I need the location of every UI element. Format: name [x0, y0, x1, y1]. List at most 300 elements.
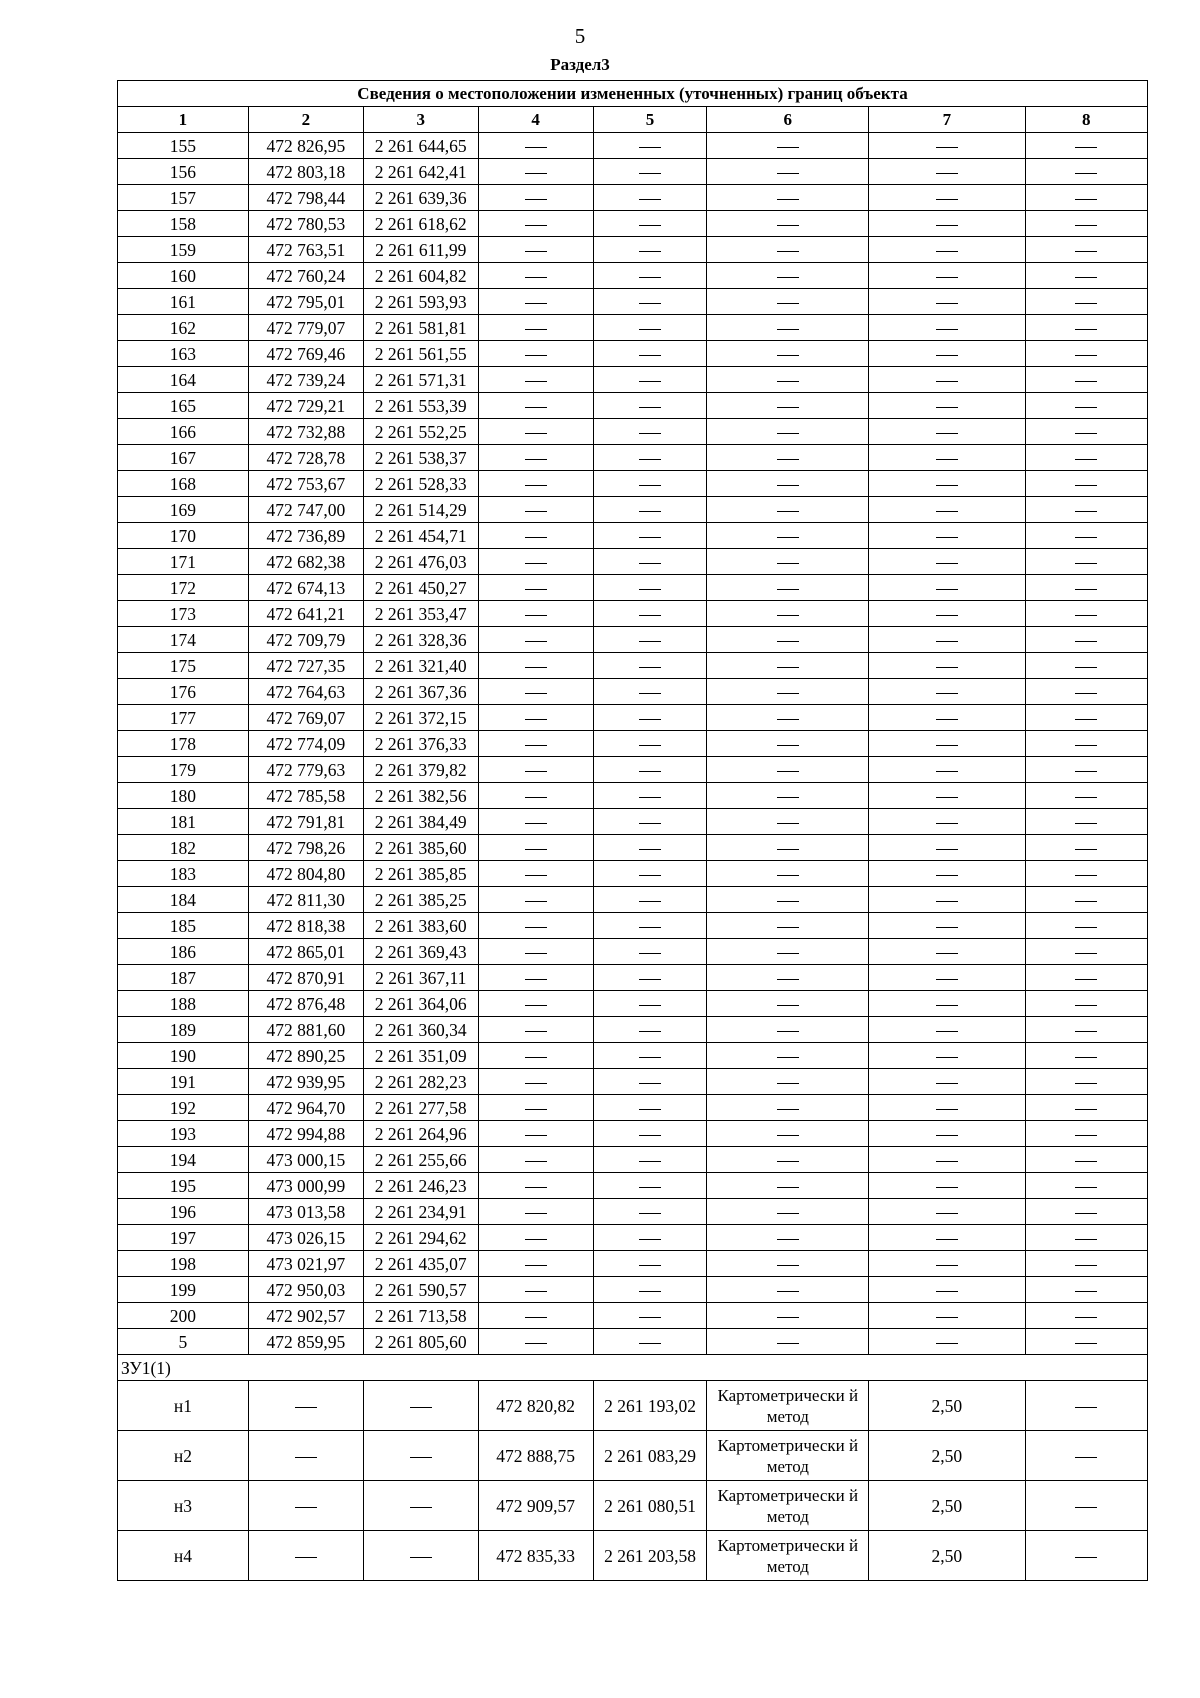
coordinate-y: 2 261 379,82: [363, 757, 478, 783]
point-number: 157: [118, 185, 249, 211]
dash-mark: [777, 303, 799, 304]
empty-cell: [1025, 471, 1147, 497]
dash-mark: [639, 1187, 661, 1188]
table-caption: Сведения о местоположении измененных (уточненных) границ объекта: [118, 81, 1148, 107]
table-row: [118, 497, 1148, 523]
dash-mark: [639, 537, 661, 538]
coordinate-x: 472 763,51: [248, 237, 363, 263]
point-number: 183: [118, 861, 249, 887]
dash-mark: [525, 1135, 547, 1136]
dash-mark: [525, 719, 547, 720]
empty-cell: [248, 1531, 363, 1581]
dash-mark: [410, 1407, 432, 1408]
table-row: [118, 185, 1148, 211]
coordinate-x: 472 890,25: [248, 1043, 363, 1069]
dash-mark: [639, 1005, 661, 1006]
dash-mark: [295, 1557, 317, 1558]
dash-mark: [936, 927, 958, 928]
coordinate-x: 472 859,95: [248, 1329, 363, 1355]
method: Картометрически й метод: [707, 1531, 869, 1581]
page-number: 5: [574, 24, 586, 48]
empty-cell: [593, 367, 707, 393]
coordinate-x: 473 021,97: [248, 1251, 363, 1277]
empty-cell: [478, 1095, 593, 1121]
dash-mark: [777, 771, 799, 772]
dash-mark: [936, 1213, 958, 1214]
coordinate-x: 472 641,21: [248, 601, 363, 627]
empty-cell: [1025, 1147, 1147, 1173]
dash-mark: [777, 1317, 799, 1318]
dash-mark: [410, 1557, 432, 1558]
coordinate-x: 472 674,13: [248, 575, 363, 601]
dash-mark: [936, 303, 958, 304]
empty-cell: [1025, 419, 1147, 445]
coordinate-x: 472 764,63: [248, 679, 363, 705]
empty-cell: [1025, 1531, 1147, 1581]
empty-cell: [593, 549, 707, 575]
dash-mark: [936, 1187, 958, 1188]
new-coordinate-y: 2 261 193,02: [593, 1381, 707, 1431]
dash-mark: [936, 511, 958, 512]
dash-mark: [1075, 745, 1097, 746]
dash-mark: [1075, 1213, 1097, 1214]
empty-cell: [707, 1017, 869, 1043]
dash-mark: [936, 1057, 958, 1058]
empty-cell: [478, 419, 593, 445]
new-coordinate-x: 472 888,75: [478, 1431, 593, 1481]
column-number: 4: [478, 107, 593, 133]
empty-cell: [707, 445, 869, 471]
new-coordinate-y: 2 261 083,29: [593, 1431, 707, 1481]
empty-cell: [478, 185, 593, 211]
empty-cell: [869, 523, 1025, 549]
dash-mark: [777, 1135, 799, 1136]
empty-cell: [593, 1277, 707, 1303]
table-row: [118, 913, 1148, 939]
empty-cell: [1025, 679, 1147, 705]
dash-mark: [1075, 459, 1097, 460]
point-number: 196: [118, 1199, 249, 1225]
dash-mark: [777, 875, 799, 876]
empty-cell: [869, 1147, 1025, 1173]
empty-cell: [1025, 367, 1147, 393]
empty-cell: [1025, 991, 1147, 1017]
empty-cell: [1025, 1069, 1147, 1095]
dash-mark: [1075, 1005, 1097, 1006]
dash-mark: [777, 641, 799, 642]
coordinate-y: 2 261 805,60: [363, 1329, 478, 1355]
point-number: 156: [118, 159, 249, 185]
table-row: [118, 341, 1148, 367]
empty-cell: [593, 913, 707, 939]
dash-mark: [777, 823, 799, 824]
empty-cell: [478, 939, 593, 965]
dash-mark: [639, 563, 661, 564]
coordinate-x: 472 798,26: [248, 835, 363, 861]
empty-cell: [478, 1069, 593, 1095]
point-number: 170: [118, 523, 249, 549]
dash-mark: [1075, 1407, 1097, 1408]
empty-cell: [869, 627, 1025, 653]
coordinate-y: 2 261 593,93: [363, 289, 478, 315]
dash-mark: [777, 277, 799, 278]
empty-cell: [363, 1381, 478, 1431]
empty-cell: [478, 1017, 593, 1043]
dash-mark: [525, 1031, 547, 1032]
dash-mark: [525, 225, 547, 226]
point-number: 174: [118, 627, 249, 653]
empty-cell: [869, 263, 1025, 289]
empty-cell: [478, 341, 593, 367]
coordinate-y: 2 261 384,49: [363, 809, 478, 835]
table-row: [118, 939, 1148, 965]
dash-mark: [1075, 303, 1097, 304]
point-number: 165: [118, 393, 249, 419]
table-row: [118, 289, 1148, 315]
point-number: 177: [118, 705, 249, 731]
empty-cell: [707, 887, 869, 913]
dash-mark: [936, 381, 958, 382]
new-coordinate-y: 2 261 080,51: [593, 1481, 707, 1531]
empty-cell: [248, 1431, 363, 1481]
dash-mark: [1075, 563, 1097, 564]
dash-mark: [639, 771, 661, 772]
coordinate-y: 2 261 713,58: [363, 1303, 478, 1329]
empty-cell: [869, 159, 1025, 185]
dash-mark: [639, 147, 661, 148]
table-row: [118, 757, 1148, 783]
coordinate-x: 472 779,07: [248, 315, 363, 341]
dash-mark: [639, 459, 661, 460]
dash-mark: [639, 1109, 661, 1110]
table-row: [118, 705, 1148, 731]
empty-cell: [707, 965, 869, 991]
dash-mark: [777, 147, 799, 148]
empty-cell: [593, 1095, 707, 1121]
dash-mark: [936, 875, 958, 876]
empty-cell: [869, 315, 1025, 341]
dash-mark: [936, 1343, 958, 1344]
point-number: 161: [118, 289, 249, 315]
dash-mark: [936, 1161, 958, 1162]
empty-cell: [1025, 1329, 1147, 1355]
empty-cell: [593, 1329, 707, 1355]
empty-cell: [869, 1121, 1025, 1147]
empty-cell: [707, 237, 869, 263]
table-row: [118, 315, 1148, 341]
empty-cell: [593, 731, 707, 757]
table-row: [118, 419, 1148, 445]
coordinate-x: 472 728,78: [248, 445, 363, 471]
empty-cell: [1025, 1173, 1147, 1199]
dash-mark: [639, 1239, 661, 1240]
empty-cell: [1025, 913, 1147, 939]
dash-mark: [777, 563, 799, 564]
empty-cell: [593, 757, 707, 783]
coordinate-y: 2 261 367,36: [363, 679, 478, 705]
dash-mark: [936, 355, 958, 356]
dash-mark: [525, 1057, 547, 1058]
point-number: 179: [118, 757, 249, 783]
table-row: [118, 263, 1148, 289]
coordinate-y: 2 261 369,43: [363, 939, 478, 965]
empty-cell: [1025, 653, 1147, 679]
dash-mark: [1075, 433, 1097, 434]
dash-mark: [777, 1343, 799, 1344]
empty-cell: [593, 991, 707, 1017]
empty-cell: [593, 419, 707, 445]
dash-mark: [1075, 927, 1097, 928]
table-row: [118, 1303, 1148, 1329]
empty-cell: [248, 1481, 363, 1531]
empty-cell: [869, 991, 1025, 1017]
empty-cell: [593, 601, 707, 627]
empty-cell: [593, 185, 707, 211]
dash-mark: [777, 1057, 799, 1058]
dash-mark: [639, 719, 661, 720]
empty-cell: [869, 575, 1025, 601]
empty-cell: [1025, 757, 1147, 783]
empty-cell: [478, 263, 593, 289]
empty-cell: [478, 393, 593, 419]
point-number: 178: [118, 731, 249, 757]
empty-cell: [869, 419, 1025, 445]
table-row: [118, 1225, 1148, 1251]
empty-cell: [869, 445, 1025, 471]
empty-cell: [707, 627, 869, 653]
new-coordinate-y: 2 261 203,58: [593, 1531, 707, 1581]
empty-cell: [869, 237, 1025, 263]
dash-mark: [777, 485, 799, 486]
dash-mark: [525, 1213, 547, 1214]
dash-mark: [777, 979, 799, 980]
table-row: [118, 783, 1148, 809]
coordinate-x: 472 798,44: [248, 185, 363, 211]
dash-mark: [1075, 1109, 1097, 1110]
dash-mark: [936, 147, 958, 148]
point-number: н1: [118, 1381, 249, 1431]
dash-mark: [936, 589, 958, 590]
empty-cell: [1025, 965, 1147, 991]
empty-cell: [869, 1199, 1025, 1225]
point-number: 185: [118, 913, 249, 939]
point-number: 169: [118, 497, 249, 523]
point-number: 158: [118, 211, 249, 237]
dash-mark: [525, 953, 547, 954]
coordinate-x: 472 739,24: [248, 367, 363, 393]
coordinate-y: 2 261 382,56: [363, 783, 478, 809]
empty-cell: [478, 1199, 593, 1225]
empty-cell: [1025, 705, 1147, 731]
dash-mark: [639, 1083, 661, 1084]
empty-cell: [869, 341, 1025, 367]
dash-mark: [525, 1239, 547, 1240]
empty-cell: [869, 601, 1025, 627]
dash-mark: [1075, 1083, 1097, 1084]
empty-cell: [869, 133, 1025, 159]
dash-mark: [777, 1187, 799, 1188]
dash-mark: [936, 485, 958, 486]
dash-mark: [936, 1109, 958, 1110]
table-row: [118, 1251, 1148, 1277]
dash-mark: [777, 719, 799, 720]
empty-cell: [869, 861, 1025, 887]
dash-mark: [639, 797, 661, 798]
table-row: [118, 523, 1148, 549]
dash-mark: [525, 1317, 547, 1318]
dash-mark: [525, 433, 547, 434]
dash-mark: [639, 927, 661, 928]
point-number: 190: [118, 1043, 249, 1069]
dash-mark: [936, 849, 958, 850]
dash-mark: [639, 199, 661, 200]
dash-mark: [777, 693, 799, 694]
point-number: 176: [118, 679, 249, 705]
coordinate-x: 472 811,30: [248, 887, 363, 913]
table-row: [118, 1043, 1148, 1069]
group-row: [118, 1355, 1148, 1381]
point-number: 159: [118, 237, 249, 263]
dash-mark: [525, 693, 547, 694]
empty-cell: [478, 991, 593, 1017]
dash-mark: [639, 745, 661, 746]
table-row: [118, 159, 1148, 185]
dash-mark: [777, 1161, 799, 1162]
empty-cell: [593, 133, 707, 159]
empty-cell: [869, 185, 1025, 211]
empty-cell: [593, 315, 707, 341]
empty-cell: [707, 783, 869, 809]
empty-cell: [869, 653, 1025, 679]
new-point-row: [118, 1531, 1148, 1581]
empty-cell: [1025, 1017, 1147, 1043]
dash-mark: [936, 537, 958, 538]
dash-mark: [777, 511, 799, 512]
dash-mark: [1075, 1031, 1097, 1032]
dash-mark: [525, 381, 547, 382]
empty-cell: [869, 965, 1025, 991]
point-number: 167: [118, 445, 249, 471]
point-number: 193: [118, 1121, 249, 1147]
dash-mark: [777, 927, 799, 928]
dash-mark: [639, 355, 661, 356]
dash-mark: [525, 199, 547, 200]
empty-cell: [707, 913, 869, 939]
dash-mark: [777, 797, 799, 798]
empty-cell: [707, 1225, 869, 1251]
dash-mark: [936, 277, 958, 278]
coordinate-x: 472 785,58: [248, 783, 363, 809]
empty-cell: [707, 1069, 869, 1095]
dash-mark: [639, 251, 661, 252]
empty-cell: [478, 705, 593, 731]
empty-cell: [1025, 237, 1147, 263]
coordinate-y: 2 261 553,39: [363, 393, 478, 419]
dash-mark: [525, 303, 547, 304]
dash-mark: [1075, 589, 1097, 590]
dash-mark: [936, 797, 958, 798]
column-number: 1: [118, 107, 249, 133]
dash-mark: [936, 1031, 958, 1032]
coordinate-y: 2 261 561,55: [363, 341, 478, 367]
dash-mark: [525, 589, 547, 590]
dash-mark: [1075, 485, 1097, 486]
dash-mark: [936, 693, 958, 694]
dash-mark: [639, 511, 661, 512]
coordinate-y: 2 261 376,33: [363, 731, 478, 757]
point-number: 192: [118, 1095, 249, 1121]
empty-cell: [707, 159, 869, 185]
point-number: 172: [118, 575, 249, 601]
empty-cell: [707, 1277, 869, 1303]
dash-mark: [777, 1109, 799, 1110]
empty-cell: [478, 965, 593, 991]
table-row: [118, 1095, 1148, 1121]
empty-cell: [478, 627, 593, 653]
empty-cell: [1025, 887, 1147, 913]
dash-mark: [936, 433, 958, 434]
dash-mark: [639, 641, 661, 642]
new-point-row: [118, 1481, 1148, 1531]
empty-cell: [593, 575, 707, 601]
dash-mark: [936, 225, 958, 226]
empty-cell: [869, 1251, 1025, 1277]
point-number: 191: [118, 1069, 249, 1095]
coordinate-y: 2 261 514,29: [363, 497, 478, 523]
coordinate-y: 2 261 618,62: [363, 211, 478, 237]
point-number: 187: [118, 965, 249, 991]
dash-mark: [639, 381, 661, 382]
point-number: 166: [118, 419, 249, 445]
empty-cell: [707, 289, 869, 315]
point-number: 5: [118, 1329, 249, 1355]
empty-cell: [593, 1017, 707, 1043]
dash-mark: [1075, 251, 1097, 252]
empty-cell: [869, 1069, 1025, 1095]
empty-cell: [478, 601, 593, 627]
dash-mark: [936, 199, 958, 200]
coordinate-x: 472 774,09: [248, 731, 363, 757]
empty-cell: [593, 159, 707, 185]
dash-mark: [639, 277, 661, 278]
point-number: 197: [118, 1225, 249, 1251]
table-row: [118, 237, 1148, 263]
coordinate-x: 472 964,70: [248, 1095, 363, 1121]
point-number: 164: [118, 367, 249, 393]
empty-cell: [1025, 289, 1147, 315]
empty-cell: [478, 679, 593, 705]
empty-cell: [478, 731, 593, 757]
dash-mark: [777, 849, 799, 850]
empty-cell: [593, 1199, 707, 1225]
point-number: 184: [118, 887, 249, 913]
table-row: [118, 549, 1148, 575]
dash-mark: [639, 1317, 661, 1318]
empty-cell: [593, 237, 707, 263]
empty-cell: [1025, 185, 1147, 211]
coordinate-x: 472 709,79: [248, 627, 363, 653]
table-row: [118, 835, 1148, 861]
dash-mark: [410, 1507, 432, 1508]
table-row: [118, 991, 1148, 1017]
empty-cell: [478, 1225, 593, 1251]
dash-mark: [525, 615, 547, 616]
empty-cell: [869, 783, 1025, 809]
dash-mark: [295, 1507, 317, 1508]
dash-mark: [639, 1135, 661, 1136]
empty-cell: [478, 809, 593, 835]
column-number: 2: [248, 107, 363, 133]
